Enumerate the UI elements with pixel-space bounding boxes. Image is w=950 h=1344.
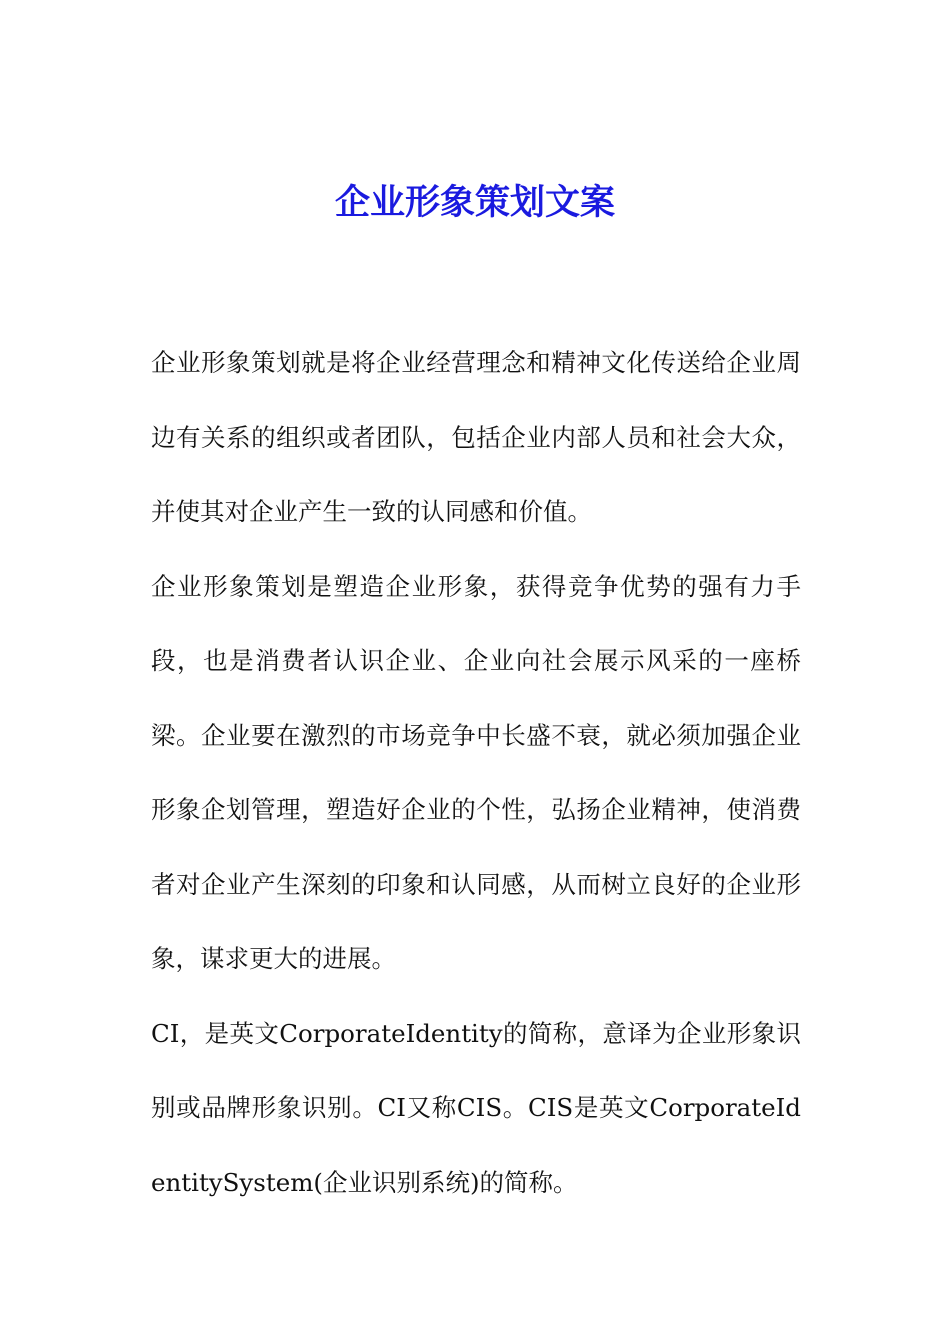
paragraph-ci-definition: CI，是英文CorporateIdentity的简称，意译为企业形象识别或品牌形象识别。CI又称CIS。CIS是英文CorporateIdentitySystem(企业识别系统)的简称。: [151, 1018, 801, 1197]
paragraph-intro: 企业形象策划就是将企业经营理念和精神文化传送给企业周边有关系的组织或者团队，包括企业内部人员和社会大众，并使其对企业产生一致的认同感和价值。: [151, 348, 801, 526]
document-title: 企业形象策划文案: [334, 182, 615, 223]
document-body: [151, 326, 801, 1220]
paragraph-importance: 企业形象策划是塑造企业形象，获得竞争优势的强有力手段，也是消费者认识企业、企业向社会展示风采的一座桥梁。企业要在激烈的市场竞争中长盛不衰，就必须加强企业形象企划管理，塑造好企业的个性，弘扬企业精神，使消费者对企业产生深刻的印象和认同感，从而树立良好的企业形象，谋求更大的进展。: [151, 571, 801, 973]
